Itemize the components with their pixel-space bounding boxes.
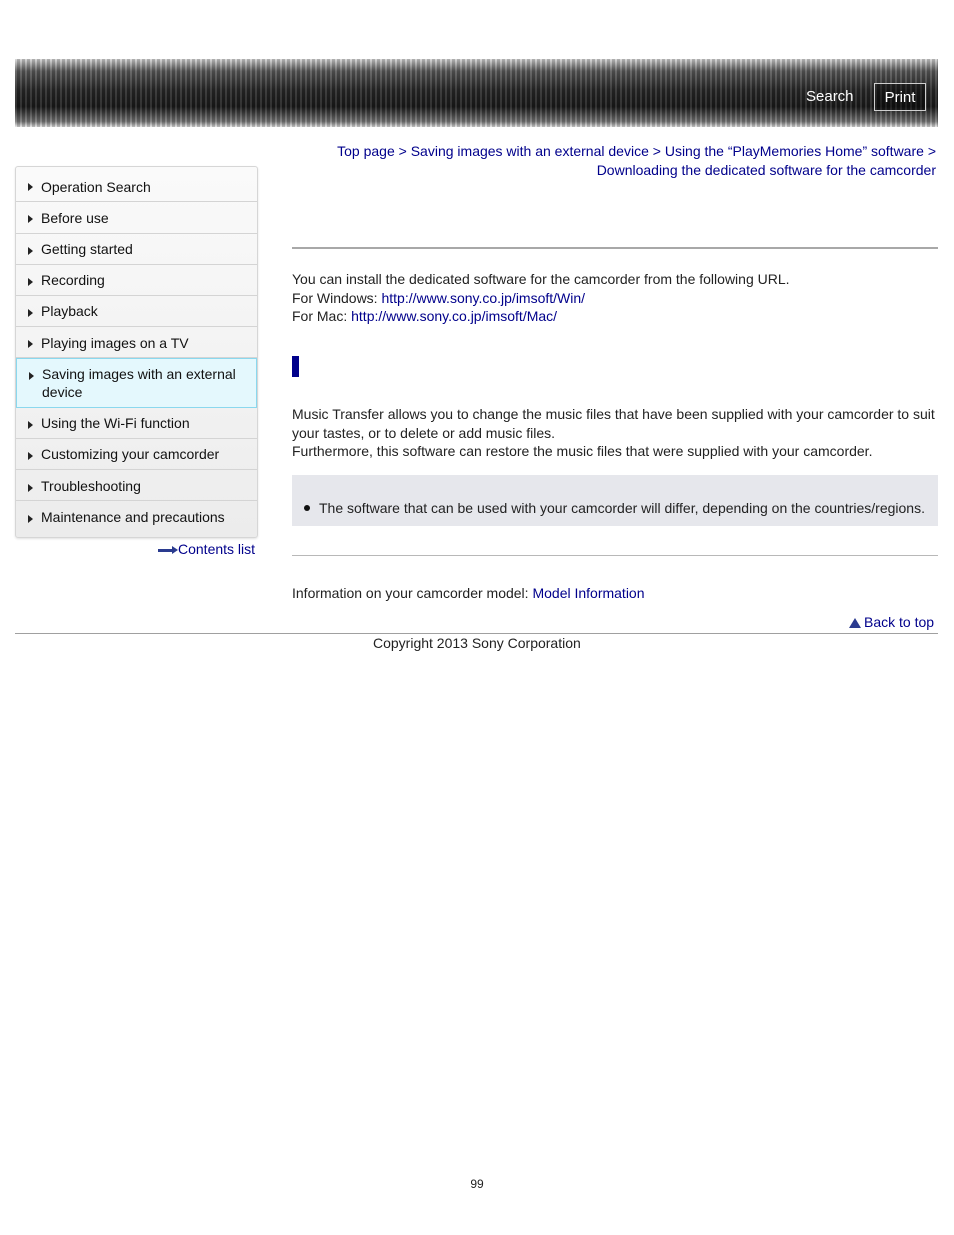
breadcrumb-separator: > — [652, 143, 661, 159]
triangle-up-icon — [849, 618, 861, 628]
sidebar-item-label: Customizing your camcorder — [41, 446, 220, 462]
triangle-right-icon — [28, 278, 33, 286]
triangle-right-icon — [29, 372, 34, 380]
print-button[interactable]: Print — [874, 83, 926, 111]
back-to-top-label: Back to top — [864, 614, 935, 630]
header-bar — [15, 59, 938, 127]
sidebar-item-before-use[interactable] — [16, 202, 257, 234]
sidebar-item-operation-search[interactable] — [16, 167, 257, 202]
sidebar-item-label: Getting started — [41, 241, 133, 257]
sidebar-item-label: Using the Wi-Fi function — [41, 415, 190, 431]
sidebar-item-playback[interactable] — [16, 296, 257, 327]
model-info-prefix: Information on your camcorder model: — [292, 585, 529, 601]
mac-prefix: For Mac: — [292, 308, 348, 324]
windows-prefix: For Windows: — [292, 289, 378, 306]
model-info-link[interactable]: Model Information — [532, 585, 645, 601]
sidebar-item-customizing[interactable] — [16, 439, 257, 470]
contents-list-label: Contents list — [178, 541, 256, 557]
music-transfer-text: Music Transfer allows you to change the music files that have been supplied with your camcorder to suit your tastes, or to delete or add music files. — [292, 406, 935, 441]
sidebar-item-label: Playback — [41, 303, 98, 319]
intro-text: You can install the dedicated software for the camcorder from the following URL. — [292, 271, 790, 287]
music-restore-text: Furthermore, this software can restore the music files that were supplied with your camcorder. — [292, 443, 873, 459]
triangle-right-icon — [28, 183, 33, 191]
sidebar-item-getting-started[interactable] — [16, 234, 257, 265]
search-link[interactable]: Search — [806, 88, 854, 105]
sidebar-nav — [15, 166, 258, 538]
contents-list-link[interactable] — [158, 541, 255, 557]
sidebar-item-recording[interactable] — [16, 265, 257, 296]
breadcrumb-separator: > — [398, 143, 407, 159]
triangle-right-icon — [28, 340, 33, 348]
triangle-right-icon — [28, 309, 33, 317]
section-divider — [292, 555, 938, 556]
mac-download-link[interactable]: http://www.sony.co.jp/imsoft/Mac/ — [351, 308, 558, 324]
sidebar-item-label: Saving images with an external device — [42, 366, 236, 400]
arrow-right-icon — [158, 545, 178, 555]
music-transfer-section — [292, 405, 938, 461]
triangle-right-icon — [28, 421, 33, 429]
mac-line — [292, 307, 938, 326]
page-number: 99 — [470, 1177, 484, 1191]
sidebar-item-maintenance[interactable] — [16, 501, 257, 535]
windows-download-link[interactable]: http://www.sony.co.jp/imsoft/Win/ — [381, 289, 586, 306]
download-info — [292, 270, 938, 326]
windows-line — [292, 289, 938, 308]
breadcrumb-saving-images[interactable]: Saving images with an external device — [410, 143, 649, 159]
sidebar-item-label: Before use — [41, 210, 109, 226]
section-heading-marker — [292, 356, 299, 377]
model-info-line — [292, 584, 938, 603]
triangle-right-icon — [28, 215, 33, 223]
note-text: The software that can be used with your camcorder will differ, depending on the countries/regions. — [319, 500, 925, 516]
sidebar-item-label: Playing images on a TV — [41, 335, 189, 351]
breadcrumb-top-page[interactable]: Top page — [337, 143, 395, 159]
title-divider — [292, 247, 938, 249]
triangle-right-icon — [28, 515, 33, 523]
breadcrumb-separator: > — [927, 143, 936, 159]
sidebar-item-label: Troubleshooting — [41, 478, 141, 494]
bullet-icon — [304, 505, 310, 511]
note-box — [292, 475, 938, 526]
sidebar-item-wifi[interactable] — [16, 408, 257, 439]
sidebar-item-label: Maintenance and precautions — [41, 509, 225, 525]
sidebar-item-saving-images[interactable] — [16, 358, 257, 408]
copyright-text: Copyright 2013 Sony Corporation — [373, 635, 581, 651]
sidebar-item-label: Recording — [41, 272, 105, 288]
triangle-right-icon — [28, 484, 33, 492]
triangle-right-icon — [28, 247, 33, 255]
breadcrumb-using-playmemories[interactable]: Using the “PlayMemories Home” software — [664, 143, 924, 159]
sidebar-item-troubleshooting[interactable] — [16, 470, 257, 501]
triangle-right-icon — [28, 452, 33, 460]
breadcrumb — [292, 142, 936, 180]
sidebar-item-playing-images-tv[interactable] — [16, 327, 257, 358]
footer-divider — [15, 633, 938, 634]
back-to-top-link[interactable] — [849, 614, 934, 630]
sidebar-item-label: Operation Search — [41, 179, 151, 195]
breadcrumb-downloading-software[interactable]: Downloading the dedicated software for the camcorder — [596, 162, 936, 178]
